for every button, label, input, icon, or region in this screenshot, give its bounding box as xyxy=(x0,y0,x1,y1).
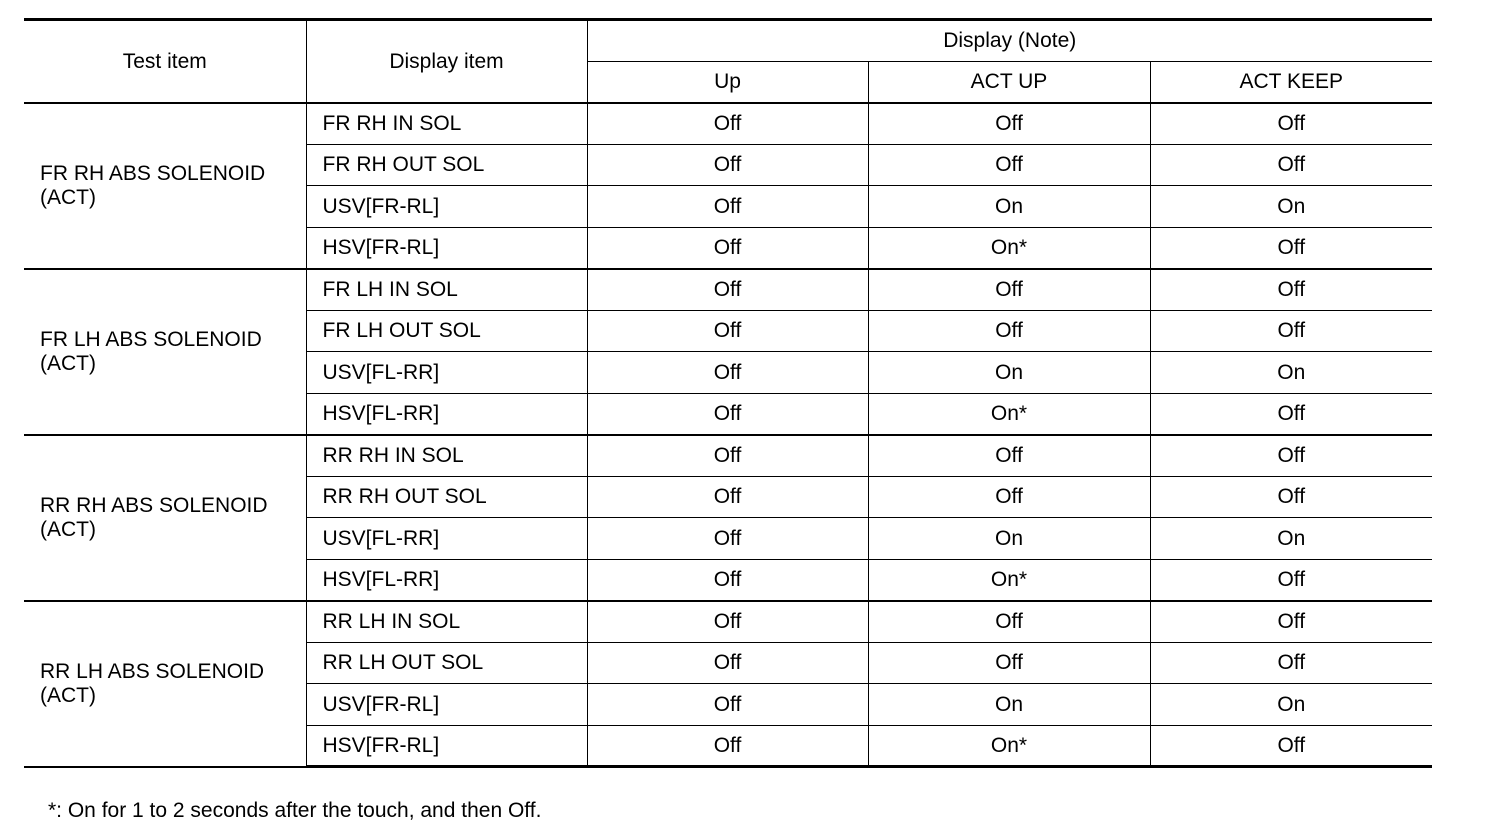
table-header xyxy=(24,20,1432,103)
display-item-cell: HSV[FR-RL] xyxy=(306,227,587,269)
display-item-cell: FR LH IN SOL xyxy=(306,269,587,311)
act-keep-value-cell: Off xyxy=(1150,601,1432,643)
up-value-cell: Off xyxy=(587,310,868,352)
footnote: *: On for 1 to 2 seconds after the touch, and then Off. xyxy=(48,799,542,822)
display-item-cell: RR LH IN SOL xyxy=(306,601,587,643)
table-row xyxy=(24,435,1432,477)
header-display-note: Display (Note) xyxy=(587,20,1432,62)
act-up-value-cell: Off xyxy=(868,103,1150,145)
act-keep-value-cell: Off xyxy=(1150,227,1432,269)
table-row xyxy=(24,103,1432,145)
solenoid-display-table xyxy=(24,18,1432,768)
act-keep-value-cell: Off xyxy=(1150,725,1432,767)
test-item-name: FR RH ABS SOLENOID xyxy=(40,162,266,186)
act-up-value-cell: On* xyxy=(868,393,1150,435)
act-up-value-cell: Off xyxy=(868,144,1150,186)
act-keep-value-cell: Off xyxy=(1150,269,1432,311)
table-body xyxy=(24,103,1432,767)
test-item-name: RR RH ABS SOLENOID xyxy=(40,494,268,518)
up-value-cell: Off xyxy=(587,186,868,228)
act-up-value-cell: On* xyxy=(868,227,1150,269)
act-up-value-cell: On* xyxy=(868,559,1150,601)
act-up-value-cell: Off xyxy=(868,269,1150,311)
act-up-value-cell: Off xyxy=(868,642,1150,684)
act-up-value-cell: On xyxy=(868,518,1150,560)
act-keep-value-cell: Off xyxy=(1150,559,1432,601)
act-up-value-cell: Off xyxy=(868,601,1150,643)
display-item-cell: RR RH IN SOL xyxy=(306,435,587,477)
act-keep-value-cell: Off xyxy=(1150,103,1432,145)
act-keep-value-cell: On xyxy=(1150,684,1432,726)
header-act-up: ACT UP xyxy=(868,61,1150,103)
act-keep-value-cell: On xyxy=(1150,352,1432,394)
up-value-cell: Off xyxy=(587,642,868,684)
up-value-cell: Off xyxy=(587,352,868,394)
header-act-keep: ACT KEEP xyxy=(1150,61,1432,103)
act-keep-value-cell: Off xyxy=(1150,393,1432,435)
test-item-cell xyxy=(24,601,306,767)
act-up-value-cell: Off xyxy=(868,310,1150,352)
up-value-cell: Off xyxy=(587,559,868,601)
test-item-cell xyxy=(24,269,306,435)
up-value-cell: Off xyxy=(587,601,868,643)
act-up-value-cell: On xyxy=(868,186,1150,228)
act-keep-value-cell: Off xyxy=(1150,642,1432,684)
test-item-name: RR LH ABS SOLENOID xyxy=(40,660,265,684)
act-keep-value-cell: On xyxy=(1150,186,1432,228)
act-keep-value-cell: Off xyxy=(1150,144,1432,186)
up-value-cell: Off xyxy=(587,103,868,145)
up-value-cell: Off xyxy=(587,227,868,269)
test-item-suffix: (ACT) xyxy=(40,185,96,209)
act-up-value-cell: On* xyxy=(868,725,1150,767)
display-item-cell: FR LH OUT SOL xyxy=(306,310,587,352)
header-row-1 xyxy=(24,20,1432,62)
act-keep-value-cell: Off xyxy=(1150,435,1432,477)
act-keep-value-cell: Off xyxy=(1150,476,1432,518)
header-test-item: Test item xyxy=(24,20,306,103)
display-item-cell: RR RH OUT SOL xyxy=(306,476,587,518)
up-value-cell: Off xyxy=(587,518,868,560)
up-value-cell: Off xyxy=(587,725,868,767)
test-item-name: FR LH ABS SOLENOID xyxy=(40,328,262,352)
table-row xyxy=(24,269,1432,311)
up-value-cell: Off xyxy=(587,684,868,726)
up-value-cell: Off xyxy=(587,144,868,186)
act-up-value-cell: Off xyxy=(868,435,1150,477)
test-item-suffix: (ACT) xyxy=(40,683,96,707)
act-keep-value-cell: On xyxy=(1150,518,1432,560)
test-item-cell xyxy=(24,435,306,601)
up-value-cell: Off xyxy=(587,393,868,435)
display-item-cell: USV[FR-RL] xyxy=(306,684,587,726)
display-item-cell: USV[FL-RR] xyxy=(306,352,587,394)
display-item-cell: USV[FL-RR] xyxy=(306,518,587,560)
display-item-cell: HSV[FL-RR] xyxy=(306,559,587,601)
display-item-cell: RR LH OUT SOL xyxy=(306,642,587,684)
up-value-cell: Off xyxy=(587,476,868,518)
header-display-item: Display item xyxy=(306,20,587,103)
display-item-cell: HSV[FL-RR] xyxy=(306,393,587,435)
act-up-value-cell: On xyxy=(868,684,1150,726)
display-item-cell: HSV[FR-RL] xyxy=(306,725,587,767)
act-keep-value-cell: Off xyxy=(1150,310,1432,352)
up-value-cell: Off xyxy=(587,269,868,311)
table-row xyxy=(24,601,1432,643)
act-up-value-cell: Off xyxy=(868,476,1150,518)
display-item-cell: USV[FR-RL] xyxy=(306,186,587,228)
header-up: Up xyxy=(587,61,868,103)
up-value-cell: Off xyxy=(587,435,868,477)
act-up-value-cell: On xyxy=(868,352,1150,394)
display-item-cell: FR RH IN SOL xyxy=(306,103,587,145)
display-item-cell: FR RH OUT SOL xyxy=(306,144,587,186)
test-item-cell xyxy=(24,103,306,269)
test-item-suffix: (ACT) xyxy=(40,517,96,541)
test-item-suffix: (ACT) xyxy=(40,351,96,375)
